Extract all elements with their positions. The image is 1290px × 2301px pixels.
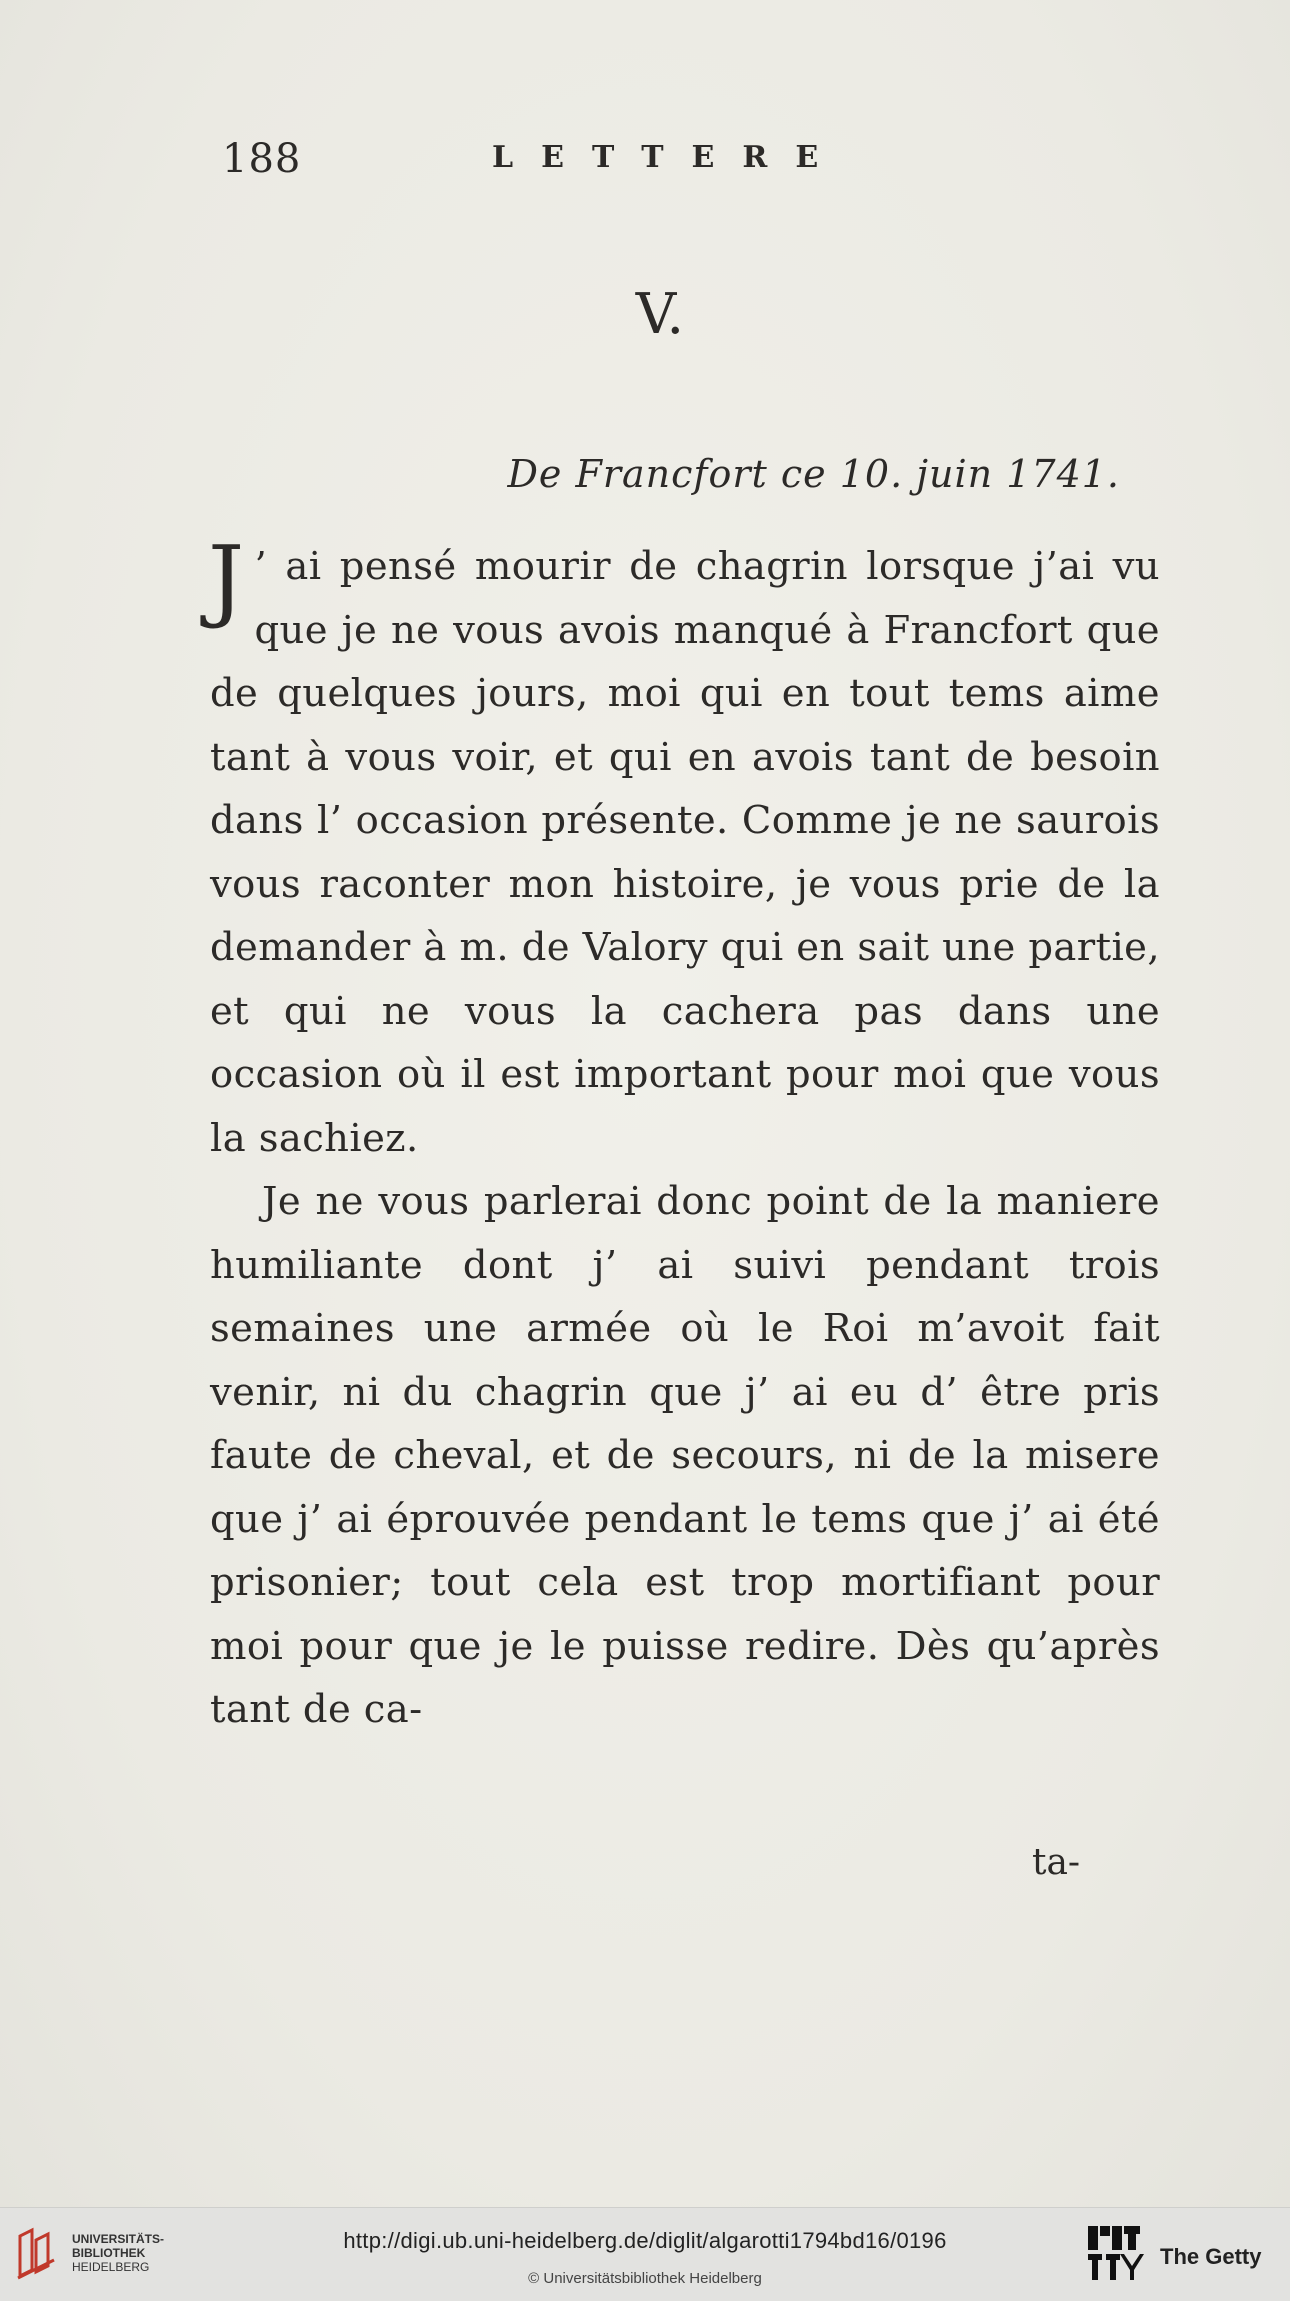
paragraph-2: Je ne vous parlerai donc point de la maniere humiliante dont j’ ai suivi pendant trois semaines une armée où le Roi m’avoit fait venir, ni du chagrin que j’ ai eu d’ être pris faute de cheval, et de secours, ni de la misere que j’ ai éprouvée pendant le tems que j’ ai été prisonier; tout cela est trop mortifiant pour moi pour que je le puisse redire. Dès qu’après tant de ca- — [210, 1179, 1160, 1732]
page-number: 188 — [222, 136, 302, 182]
permalink-url[interactable]: http://digi.ub.uni-heidelberg.de/diglit/algarotti1794bd16/0196 — [343, 2228, 947, 2253]
letter-number: V. — [635, 282, 685, 347]
dateline: De Francfort ce 10. juin 1741. — [507, 452, 1120, 496]
getty-mark-icon — [1086, 2222, 1150, 2286]
paragraph-1 — [208, 527, 1160, 1170]
library-name-line3: HEIDELBERG — [72, 2260, 150, 2274]
running-head — [222, 136, 922, 186]
drop-cap: J — [208, 527, 245, 632]
copyright-notice: © Universitätsbibliothek Heidelberg — [528, 2270, 762, 2287]
letter-body — [208, 527, 1160, 1742]
running-title: LETTERE — [492, 140, 847, 175]
library-name-line2: BIBLIOTHEK — [72, 2246, 146, 2260]
library-name-line1: UNIVERSITÄTS- — [72, 2232, 165, 2246]
getty-name: The Getty — [1160, 2244, 1262, 2269]
getty-logo — [1086, 2222, 1286, 2286]
paragraph-1-text: ’ ai pensé mourir de chagrin lorsque j’ai vu que je ne vous avois manqué à Francfort que de quelques jours, moi qui en tout tems aime tant à vous voir, et qui en avois tant de besoin dans l’ occasion présente. Comme je ne saurois vous raconter mon histoire, je vous prie de la demander à m. de Valory qui en sait une partie, et qui ne vous la cachera pas dans une occasion où il est important pour moi que vous la sachiez. — [210, 544, 1160, 1161]
catchword: ta- — [1032, 1842, 1081, 1883]
digitization-footer — [0, 2207, 1290, 2301]
